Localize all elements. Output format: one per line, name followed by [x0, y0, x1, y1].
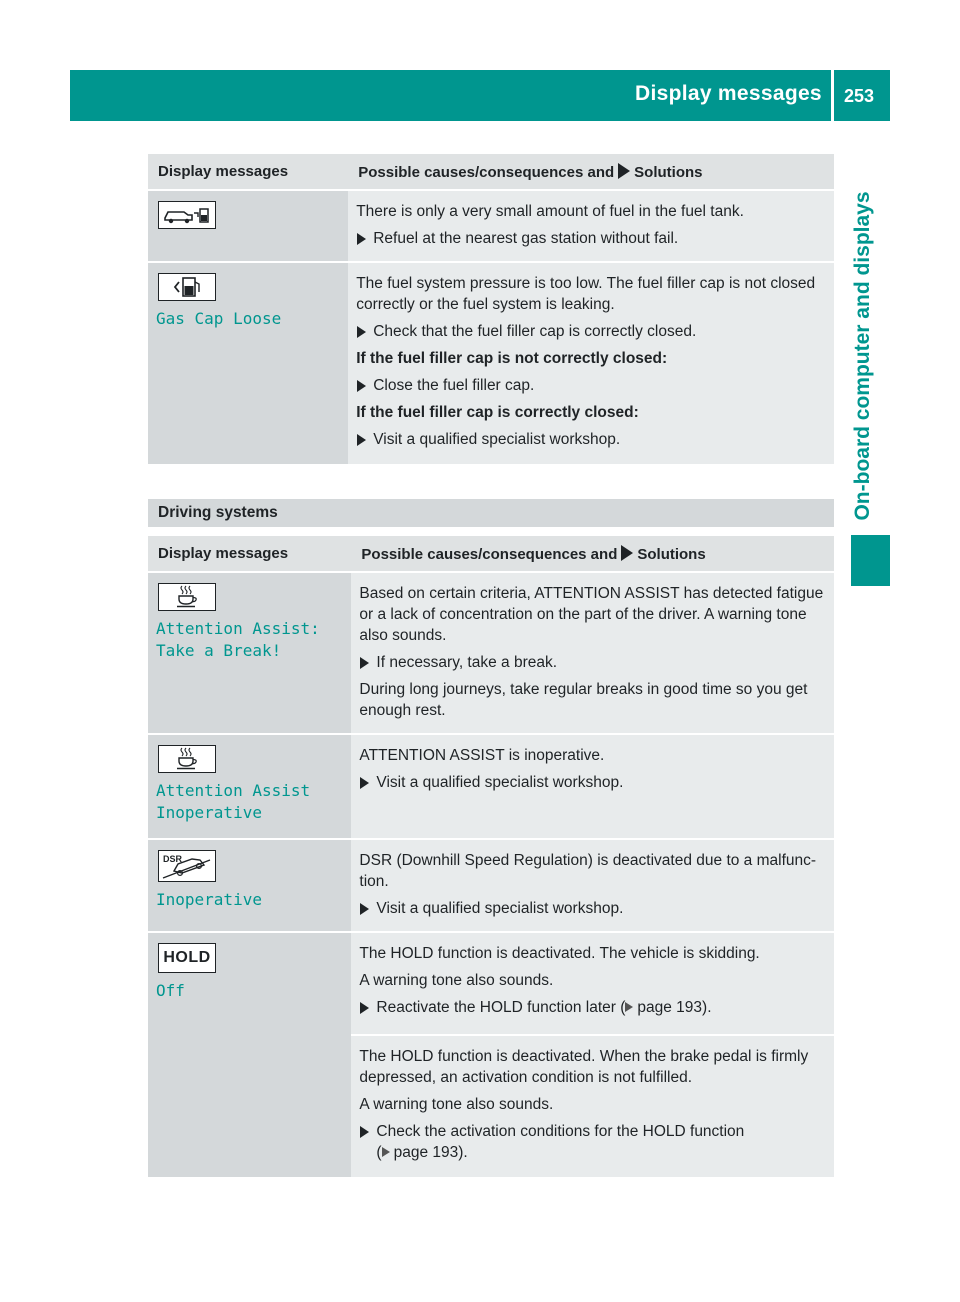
dsr-icon	[158, 850, 216, 882]
section-title: Driving systems	[158, 504, 278, 521]
cause-text: A warning tone also sounds.	[359, 972, 554, 989]
step-text: Check the activation conditions for the HOLD function	[376, 1123, 745, 1140]
coffee-cup-icon	[158, 583, 216, 611]
solution-step: Visit a qualified specialist workshop.	[359, 772, 828, 793]
driving-systems-table	[148, 536, 834, 1177]
page-ref-icon	[625, 1002, 633, 1012]
cause-text: The HOLD function is deactivated. The vehicle is skidding.	[359, 945, 760, 962]
display-message: Off	[156, 981, 185, 1000]
col-header-solutions-b: Solutions	[637, 546, 706, 563]
cause-text: A warning tone also sounds.	[359, 1096, 554, 1113]
fuel-low-icon	[158, 201, 216, 229]
side-tab-marker	[851, 535, 890, 586]
col-header-solutions-b: Solutions	[634, 164, 703, 181]
cause-text: DSR (Downhill Speed Regulation) is deactivated due to a malfunc- tion.	[359, 852, 817, 890]
solution-step: If necessary, take a break.	[359, 652, 828, 673]
fuel-cap-icon	[158, 273, 216, 301]
table-header-row	[148, 154, 834, 189]
page-reference[interactable]: page 193).	[393, 1144, 468, 1161]
col-header-solutions	[348, 154, 834, 189]
display-line: Attention Assist	[156, 781, 311, 800]
page-reference[interactable]: page 193).	[637, 999, 712, 1016]
arrow-right-icon	[621, 545, 633, 561]
display-line: Attention Assist:	[156, 619, 320, 638]
solution-cell	[351, 733, 834, 838]
condition-heading: If the fuel filler cap is correctly closed:	[356, 404, 639, 421]
solution-step: Visit a qualified specialist workshop.	[356, 429, 828, 450]
condition-heading: If the fuel filler cap is not correctly closed:	[356, 350, 668, 367]
col-header-solutions	[351, 536, 834, 571]
table-header-row	[148, 536, 834, 571]
display-message	[156, 780, 343, 824]
table-row	[148, 838, 834, 931]
cause-text: During long journeys, take regular breaks in good time so you get enough rest.	[359, 681, 808, 719]
solution-cell	[351, 1034, 834, 1177]
message-cell	[148, 733, 351, 838]
arrow-right-icon	[618, 163, 630, 179]
solution-step: Visit a qualified specialist workshop.	[359, 898, 828, 919]
message-cell	[148, 571, 351, 733]
coffee-cup-icon	[158, 745, 216, 773]
page-ref-icon	[382, 1147, 390, 1157]
cause-text: There is only a very small amount of fuel in the fuel tank.	[356, 203, 744, 220]
solution-step: Refuel at the nearest gas station without fail.	[356, 228, 828, 249]
message-cell	[148, 189, 348, 261]
solution-cell	[351, 838, 834, 931]
col-header-messages: Display messages	[148, 536, 351, 571]
cause-text: ATTENTION ASSIST is inoperative.	[359, 747, 605, 764]
fuel-messages-table	[148, 154, 834, 464]
page-number: 253	[844, 86, 875, 106]
solution-step: Check that the fuel filler cap is correctly closed.	[356, 321, 828, 342]
header-separator	[831, 70, 834, 121]
solution-step	[359, 997, 828, 1018]
message-cell	[148, 931, 351, 1177]
solution-step: Check the activation conditions for the HOLD function ( page 193).	[359, 1121, 828, 1163]
step-text: Reactivate the HOLD function later (	[376, 999, 626, 1016]
message-cell	[148, 261, 348, 464]
display-message: Gas Cap Loose	[156, 309, 282, 328]
solution-cell	[351, 571, 834, 733]
side-tab-label: On-board computer and displays	[851, 191, 874, 521]
dsr-icon-label: DSR	[163, 854, 183, 864]
table-row	[148, 931, 834, 1034]
col-header-messages: Display messages	[148, 154, 348, 189]
hold-icon-label: HOLD	[163, 949, 211, 966]
display-line: Take a Break!	[156, 641, 282, 660]
table-row	[148, 571, 834, 733]
header-title: Display messages	[635, 82, 822, 105]
table-row	[148, 733, 834, 838]
table-row	[148, 189, 834, 261]
display-message	[156, 618, 343, 662]
solution-cell	[348, 261, 834, 464]
side-tab	[836, 121, 890, 591]
cause-text: Based on certain criteria, ATTENTION ASSIST has detected fatigue or a lack of concentration on the part of the driver. A warning tone also sounds.	[359, 585, 824, 644]
message-cell	[148, 838, 351, 931]
table-row	[148, 261, 834, 464]
solution-cell	[351, 931, 834, 1034]
solution-cell	[348, 189, 834, 261]
cause-text: The HOLD function is deactivated. When the brake pedal is firmly depressed, an activation condition is not fulfilled.	[359, 1048, 809, 1086]
solution-step: Close the fuel filler cap.	[356, 375, 828, 396]
col-header-solutions-a: Possible causes/consequences and	[361, 546, 618, 563]
display-line: Inoperative	[156, 803, 262, 822]
col-header-solutions-a: Possible causes/consequences and	[358, 164, 615, 181]
section-heading-bar	[148, 499, 834, 527]
cause-text: The fuel system pressure is too low. The fuel filler cap is not closed correctly or the fuel system is leaking.	[356, 275, 816, 313]
page-header	[70, 70, 890, 121]
hold-icon	[158, 943, 216, 973]
display-message: Inoperative	[156, 890, 262, 909]
